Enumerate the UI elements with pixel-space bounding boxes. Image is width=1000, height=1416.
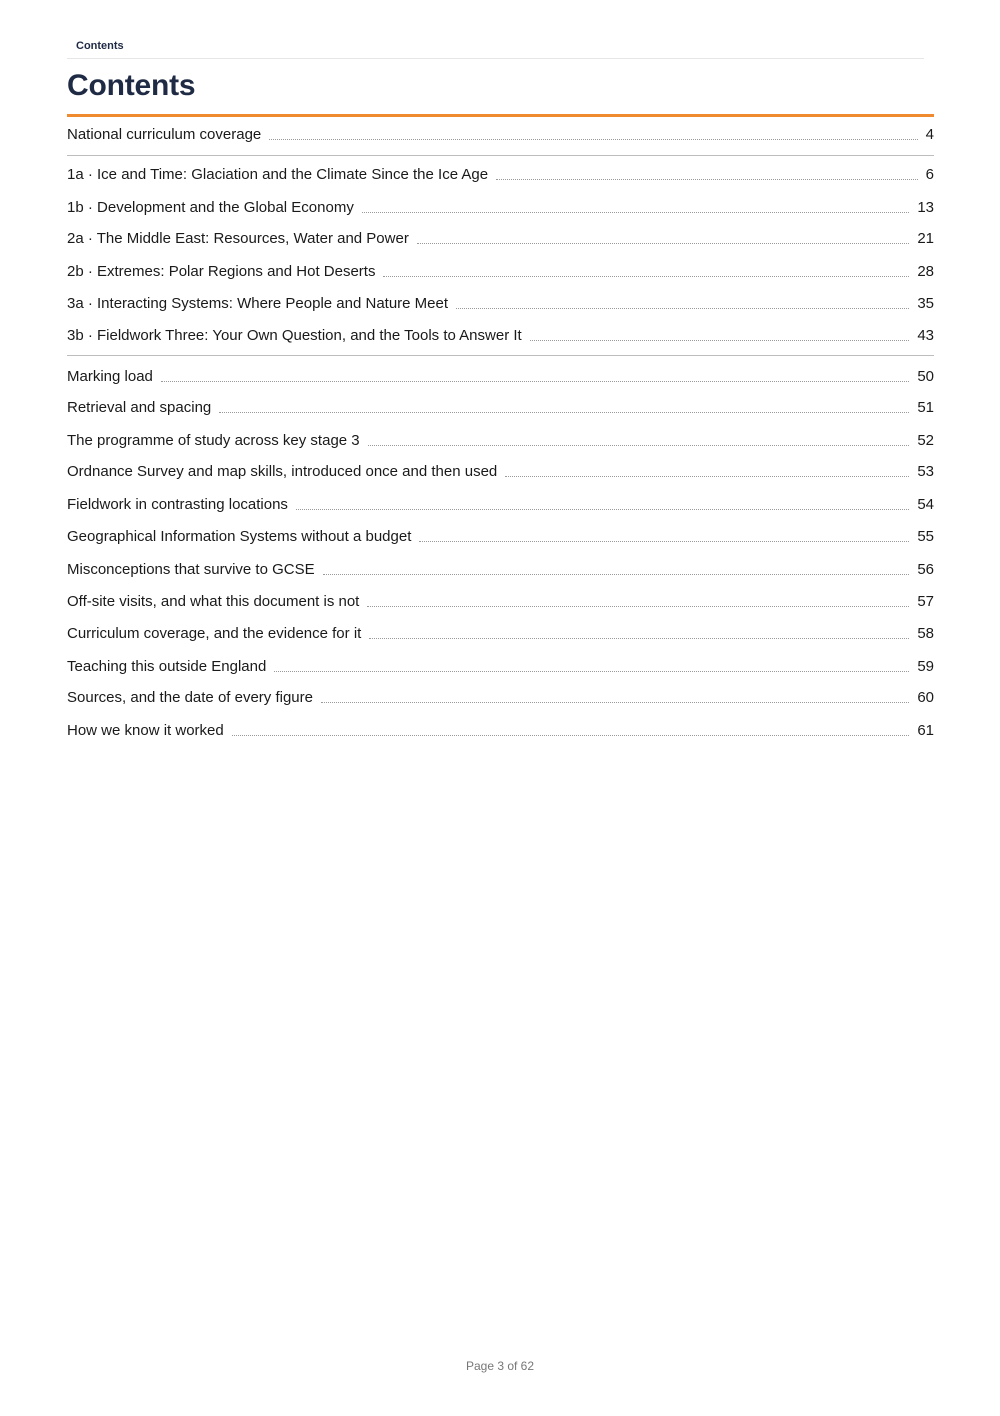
toc-entry-off-site-visits[interactable]	[67, 588, 934, 612]
toc-dot-leader	[367, 606, 909, 607]
toc-dot-leader	[417, 243, 909, 244]
toc-entry-how-we-know[interactable]	[67, 717, 934, 741]
toc-entry-page: 21	[917, 230, 934, 247]
toc-dot-leader	[383, 276, 909, 277]
toc-entry-page: 6	[925, 166, 934, 183]
toc-entry-gis[interactable]	[67, 523, 934, 547]
toc-entry-1b[interactable]	[67, 194, 934, 218]
toc-dot-leader	[456, 308, 909, 309]
toc-dot-leader	[161, 381, 909, 382]
toc-entry-page: 28	[917, 263, 934, 280]
toc-entry-page: 59	[917, 658, 934, 675]
toc-group-divider	[67, 355, 934, 356]
toc-entry-title: How we know it worked	[67, 722, 224, 739]
toc-dot-leader	[505, 476, 909, 477]
page-title: Contents	[67, 69, 196, 102]
toc-entry-misconceptions[interactable]	[67, 556, 934, 580]
toc-entry-title: Off-site visits, and what this document is not	[67, 593, 360, 610]
toc-entry-page: 60	[917, 689, 934, 706]
toc-entry-sources[interactable]	[67, 684, 934, 708]
toc-dot-leader	[269, 139, 917, 140]
toc-entry-title: The programme of study across key stage 3	[67, 432, 360, 449]
toc-entry-2a[interactable]	[67, 225, 934, 249]
toc-entry-title: Geographical Information Systems without a budget	[67, 528, 412, 545]
toc-dot-leader	[419, 541, 909, 542]
toc-dot-leader	[530, 340, 910, 341]
toc-dot-leader	[219, 412, 909, 413]
toc-entry-1a[interactable]	[67, 161, 934, 185]
toc-entry-title: 1a · Ice and Time: Glaciation and the Climate Since the Ice Age	[67, 166, 489, 183]
toc-dot-leader	[362, 212, 909, 213]
toc-entry-title: Retrieval and spacing	[67, 399, 212, 416]
running-header	[67, 38, 924, 59]
toc-dot-leader	[323, 574, 910, 575]
toc-dot-leader	[232, 735, 910, 736]
toc-entry-title: Fieldwork in contrasting locations	[67, 496, 288, 513]
toc-entry-ordnance-survey[interactable]	[67, 458, 934, 482]
toc-entry-title: Marking load	[67, 368, 153, 385]
toc-entry-page: 57	[917, 593, 934, 610]
toc-entry-page: 51	[917, 399, 934, 416]
toc-entry-page: 56	[917, 561, 934, 578]
toc-entry-3a[interactable]	[67, 290, 934, 314]
running-header-title: Contents	[76, 40, 124, 52]
toc-dot-leader	[321, 702, 909, 703]
title-accent-rule	[67, 114, 934, 117]
toc-entry-title: Curriculum coverage, and the evidence for it	[67, 625, 362, 642]
toc-entry-page: 52	[917, 432, 934, 449]
toc-dot-leader	[496, 179, 918, 180]
toc-entry-page: 53	[917, 463, 934, 480]
toc-entry-page: 43	[917, 327, 934, 344]
toc-entry-page: 50	[917, 368, 934, 385]
toc-entry-page: 58	[917, 625, 934, 642]
toc-entry-page: 55	[917, 528, 934, 545]
toc-entry-retrieval-and-spacing[interactable]	[67, 394, 934, 418]
toc-entry-page: 13	[917, 199, 934, 216]
toc-entry-2b[interactable]	[67, 258, 934, 282]
toc-entry-marking-load[interactable]	[67, 363, 934, 387]
toc-entry-title: 3a · Interacting Systems: Where People and Nature Meet	[67, 295, 449, 312]
toc-entry-title: Misconceptions that survive to GCSE	[67, 561, 315, 578]
toc-dot-leader	[369, 638, 909, 639]
toc-dot-leader	[296, 509, 909, 510]
toc-entry-title: Ordnance Survey and map skills, introduced once and then used	[67, 463, 498, 480]
page-footer: Page 3 of 62	[465, 1359, 535, 1373]
toc-entry-curriculum-coverage-evidence[interactable]	[67, 620, 934, 644]
toc-entry-title: Teaching this outside England	[67, 658, 267, 675]
toc-entry-title: National curriculum coverage	[67, 126, 262, 143]
toc-entry-page: 54	[917, 496, 934, 513]
toc-entry-title: 3b · Fieldwork Three: Your Own Question, and the Tools to Answer It	[67, 327, 522, 344]
toc-entry-title: 1b · Development and the Global Economy	[67, 199, 354, 216]
toc-entry-page: 4	[925, 126, 934, 143]
toc-entry-programme-of-study[interactable]	[67, 427, 934, 451]
toc-entry-title: Sources, and the date of every figure	[67, 689, 313, 706]
toc-dot-leader	[368, 445, 910, 446]
toc-entry-3b[interactable]	[67, 322, 934, 346]
toc-entry-page: 61	[917, 722, 934, 739]
toc-group-divider	[67, 155, 934, 156]
toc-entry-page: 35	[917, 295, 934, 312]
toc-dot-leader	[274, 671, 909, 672]
toc-entry-teaching-outside-england[interactable]	[67, 653, 934, 677]
toc-entry-fieldwork-contrasting[interactable]	[67, 491, 934, 515]
toc-entry-national-curriculum-coverage[interactable]	[67, 121, 934, 145]
toc-entry-title: 2a · The Middle East: Resources, Water and Power	[67, 230, 409, 247]
toc-entry-title: 2b · Extremes: Polar Regions and Hot Deserts	[67, 263, 376, 280]
